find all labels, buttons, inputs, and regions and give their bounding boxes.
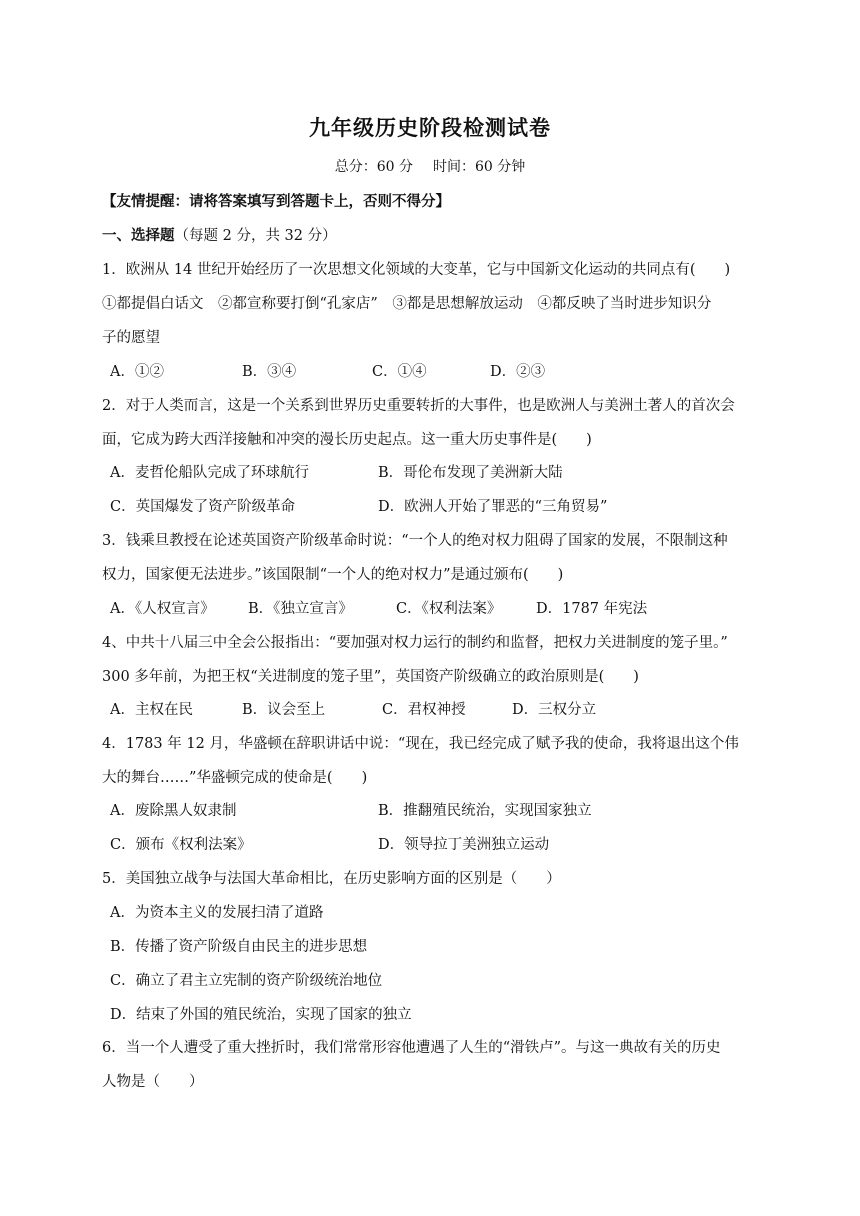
section-heading	[102, 224, 337, 245]
q2-option-b: B．哥伦布发现了美洲新大陆	[378, 465, 563, 481]
exam-time: 时间：60 分钟	[433, 159, 526, 175]
q5-option-d: D．结束了外国的殖民统治，实现了国家的独立	[110, 1007, 412, 1023]
question-6-stem: 6．当一个人遭受了重大挫折时，我们常常形容他遭遇了人生的“滑铁卢”。与这一典故有关的历史	[102, 1040, 721, 1056]
question-5-stem: 5．美国独立战争与法国大革命相比，在历史影响方面的区别是（ ）	[102, 871, 561, 887]
section-note: （每题 2 分，共 32 分）	[174, 228, 337, 244]
total-score: 总分：60 分	[334, 159, 413, 175]
q4a-option-c: C．君权神授	[382, 702, 466, 718]
q4b-option-a: A．废除黑人奴隶制	[110, 803, 237, 819]
q5-option-b: B．传播了资产阶级自由民主的进步思想	[110, 939, 368, 955]
question-3-stem: 3．钱乘旦教授在论述英国资产阶级革命时说：“一个人的绝对权力阻碍了国家的发展，不限制这种	[102, 533, 728, 549]
exam-meta	[0, 156, 860, 176]
q3-option-a: A．《人权宣言》	[110, 601, 215, 617]
q4a-option-a: A．主权在民	[110, 702, 193, 718]
q1-option-c: C．①④	[372, 364, 427, 380]
question-1-statements-cont: 子的愿望	[102, 330, 160, 346]
question-1-stem: 1．欧洲从 14 世纪开始经历了一次思想文化领域的大变革，它与中国新文化运动的共同点有( )	[102, 262, 731, 278]
q1-option-b: B．③④	[242, 364, 297, 380]
question-1-statements: ①都提倡白话文 ②都宣称要打倒“孔家店” ③都是思想解放运动 ④都反映了当时进步知识分	[102, 296, 712, 312]
q2-option-a: A．麦哲伦船队完成了环球航行	[110, 465, 309, 481]
question-4b-stem-cont: 大的舞台……”华盛顿完成的使命是( )	[102, 770, 368, 786]
q4b-option-c: C．颁布《权利法案》	[110, 837, 252, 853]
q1-option-a: A．①②	[110, 364, 164, 380]
section-title: 一、选择题	[102, 227, 175, 244]
q2-option-c: C．英国爆发了资产阶级革命	[110, 499, 296, 515]
question-4a-stem-cont: 300 多年前，为把王权“关进制度的笼子里”，英国资产阶级确立的政治原则是( )	[102, 669, 639, 685]
q2-option-d: D．欧洲人开始了罪恶的“三角贸易”	[378, 499, 608, 515]
reminder: 【友情提醒：请将答案填写到答题卡上，否则不得分】	[102, 193, 450, 210]
question-4b-stem: 4．1783 年 12 月，华盛顿在辞职讲话中说：“现在，我已经完成了赋予我的使命，我将退出这个伟	[102, 736, 739, 752]
question-6-stem-cont: 人物是（ ）	[102, 1074, 204, 1090]
page-title: 九年级历史阶段检测试卷	[309, 115, 551, 140]
q3-option-b: B．《独立宣言》	[248, 601, 353, 617]
q4a-option-d: D．三权分立	[512, 702, 597, 718]
question-4a-stem: 4、中共十八届三中全会公报指出：“要加强对权力运行的制约和监督，把权力关进制度的笼子里。”	[102, 635, 728, 651]
q5-option-c: C．确立了君主立宪制的资产阶级统治地位	[110, 973, 383, 989]
question-2-stem-cont: 面，它成为跨大西洋接触和冲突的漫长历史起点。这一重大历史事件是( )	[102, 432, 592, 448]
q4a-option-b: B．议会至上	[242, 702, 326, 718]
question-2-stem: 2．对于人类而言，这是一个关系到世界历史重要转折的大事件，也是欧洲人与美洲土著人的首次会	[102, 398, 735, 414]
q4b-option-b: B．推翻殖民统治，实现国家独立	[378, 803, 592, 819]
question-3-stem-cont: 权力，国家便无法进步。”该国限制“一个人的绝对权力”是通过颁布( )	[102, 567, 564, 583]
q4b-option-d: D．领导拉丁美洲独立运动	[378, 837, 550, 853]
q5-option-a: A．为资本主义的发展扫清了道路	[110, 905, 324, 921]
q3-option-d: D．1787 年宪法	[536, 601, 648, 617]
q1-option-d: D．②③	[490, 364, 546, 380]
q3-option-c: C．《权利法案》	[396, 601, 502, 617]
